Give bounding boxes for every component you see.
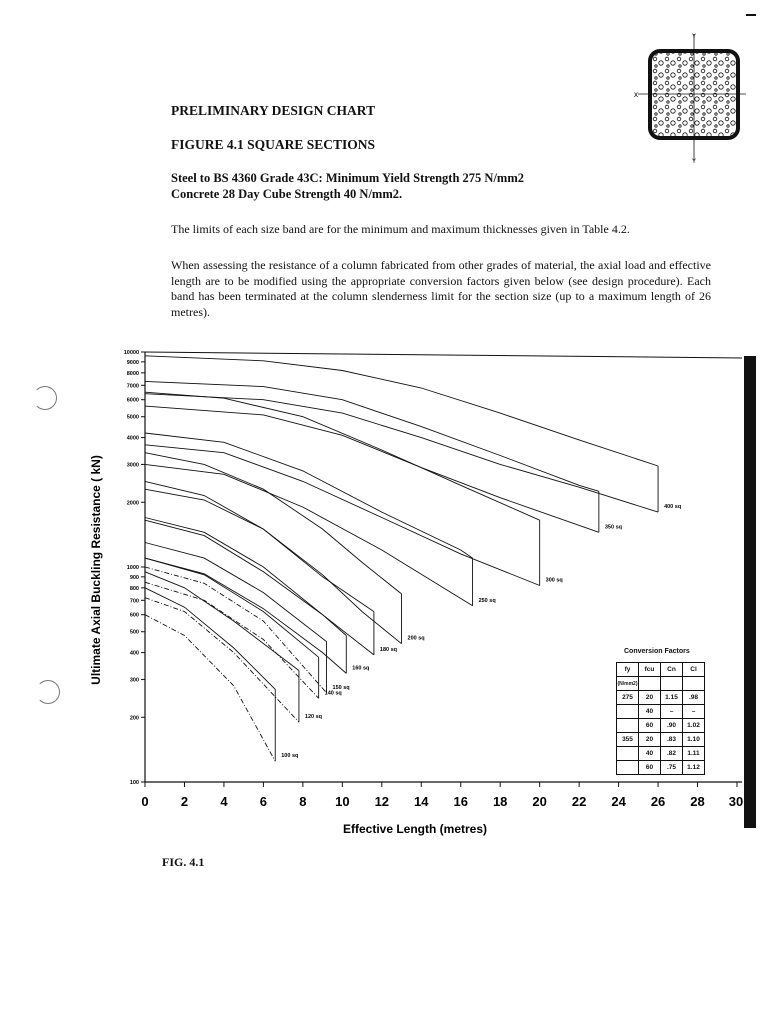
- y-tick-label: 500: [129, 629, 139, 636]
- x-tick-label: 22: [571, 794, 587, 809]
- conversion-row: [617, 691, 705, 705]
- conversion-cell: 40: [639, 747, 661, 761]
- page-title: PRELIMINARY DESIGN CHART: [171, 103, 376, 118]
- x-tick-label: 0: [141, 794, 149, 809]
- band-upper-line: [145, 520, 346, 635]
- y-tick-label: 8000: [126, 370, 139, 377]
- y-tick-label: 6000: [126, 397, 139, 404]
- band-lower-line: [145, 518, 374, 655]
- top-frame-line: [145, 352, 742, 358]
- band-lower-line: [145, 464, 473, 605]
- band-100-sq: [145, 588, 298, 761]
- band-upper-line: [145, 558, 319, 657]
- y-tick-label: 100: [129, 780, 139, 786]
- band-label: 180 sq: [379, 646, 398, 653]
- y-tick-label: 600: [129, 612, 139, 619]
- band-upper-line: [145, 381, 599, 491]
- band-lower-line: [145, 615, 275, 762]
- band-upper-line: [145, 572, 299, 671]
- y-axis-mark-top: Y: [692, 34, 697, 40]
- conversion-cell: 355: [617, 733, 639, 747]
- conversion-cell: 1.12: [683, 761, 705, 775]
- band-lower-line: [145, 598, 299, 722]
- conversion-cell: .83: [661, 733, 683, 747]
- band-label: 400 sq: [664, 504, 682, 511]
- x-axis-mark: x: [634, 90, 638, 99]
- conversion-factors-title: Conversion Factors: [624, 648, 690, 655]
- y-tick-label: 1000: [126, 565, 139, 571]
- band-lower-line: [145, 489, 402, 644]
- band-label: 300 sq: [545, 577, 563, 584]
- x-tick-label: 2: [180, 794, 189, 809]
- conversion-cell: 1.10: [683, 733, 705, 747]
- conversion-cell: .90: [661, 719, 683, 733]
- y-tick-label: 700: [129, 598, 139, 605]
- y-tick-label: 400: [129, 650, 139, 657]
- band-label: 100 sq: [281, 753, 299, 760]
- band-limits-note: The limits of each size band are for the minimum and maximum thicknesses given in Table 4.2.: [171, 222, 630, 236]
- x-tick-label: 30: [728, 794, 744, 809]
- x-tick-label: 16: [453, 794, 468, 809]
- conversion-row: [617, 747, 705, 761]
- y-tick-label: 2000: [126, 500, 139, 507]
- x-tick-label: 14: [414, 794, 429, 809]
- x-tick-label: 10: [335, 794, 350, 809]
- band-120-sq: [145, 572, 322, 722]
- x-tick-label: 24: [611, 794, 626, 809]
- conversion-row: [617, 761, 705, 775]
- conversion-row: [617, 733, 705, 747]
- conversion-cell: –: [661, 705, 683, 719]
- y-tick-label: 900: [129, 574, 139, 581]
- conversion-cell: 40: [639, 705, 661, 719]
- band-upper-line: [145, 356, 658, 466]
- conversion-cell: 20: [639, 733, 661, 747]
- y-tick-label: 4000: [126, 435, 139, 442]
- y-tick-labels: [124, 350, 145, 786]
- x-tick-label: 20: [532, 794, 547, 809]
- band-label: 160 sq: [352, 665, 370, 672]
- x-tick-label: 18: [492, 794, 508, 809]
- band-upper-line: [145, 392, 540, 520]
- conversion-units-cell: (N/mm2): [617, 677, 639, 691]
- y-tick-label: 200: [129, 715, 139, 722]
- y-tick-label: 7000: [126, 383, 139, 390]
- conversion-header-cell: Cl: [683, 663, 705, 677]
- conversion-cell: 275: [617, 691, 639, 705]
- band-300-sq: [145, 392, 563, 585]
- conversion-row: [617, 719, 705, 733]
- band-upper-line: [145, 433, 473, 558]
- conversion-cell: [617, 719, 639, 733]
- conversion-header-cell: fcu: [639, 663, 661, 677]
- conversion-header-cell: Cn: [661, 663, 683, 677]
- conversion-cell: 1.15: [661, 691, 683, 705]
- y-tick-label: 3000: [126, 462, 139, 469]
- x-tick-label: 26: [650, 794, 666, 809]
- x-tick-label: 8: [299, 794, 307, 809]
- band-lower-line: [145, 582, 319, 698]
- spec-line-1: Steel to BS 4360 Grade 43C: Minimum Yield Strength 275 N/mm2: [171, 171, 524, 185]
- conversion-cell: 60: [639, 761, 661, 775]
- x-tick-label: 28: [690, 794, 705, 809]
- conversion-cell: 1.02: [683, 719, 705, 733]
- band-label: 200 sq: [407, 635, 425, 642]
- band-250-sq: [145, 433, 496, 606]
- y-tick-label: 10000: [123, 350, 139, 356]
- band-200-sq: [145, 453, 425, 644]
- band-upper-line: [145, 588, 275, 690]
- conversion-units-row: [617, 677, 705, 691]
- conversion-empty-cell: [683, 677, 705, 691]
- y-axis-label: Ultimate Axial Buckling Resistance ( kN): [89, 455, 103, 685]
- band-label: 250 sq: [478, 597, 496, 604]
- conversion-cell: 60: [639, 719, 661, 733]
- figure-title: FIGURE 4.1 SQUARE SECTIONS: [171, 137, 376, 152]
- band-label: 140 sq: [324, 690, 342, 697]
- x-tick-label: 4: [220, 794, 228, 809]
- y-axis-mark-bottom: Y: [692, 159, 697, 164]
- conversion-row: [617, 705, 705, 719]
- x-tick-labels: [141, 782, 743, 809]
- conversion-cell: [617, 747, 639, 761]
- band-upper-line: [145, 453, 402, 594]
- section-bands: [145, 356, 681, 761]
- conversion-empty-cell: [661, 677, 683, 691]
- conversion-note: When assessing the resistance of a column fabricated from other grades of material, the axial load and effective length are to be modified using the appropriate conversion factors given below (see design procedure). Each band has been terminated at the column slenderness limit for the section size (up to a maximum length of 26 metres).: [171, 258, 711, 319]
- y-tick-label: 9000: [126, 359, 139, 366]
- y-tick-label: 800: [129, 585, 139, 592]
- x-tick-label: 12: [374, 794, 390, 809]
- x-axis-label: Effective Length (metres): [342, 822, 488, 836]
- band-350-sq: [145, 381, 622, 532]
- conversion-header-row: [617, 663, 705, 677]
- conversion-cell: .82: [661, 747, 683, 761]
- conversion-cell: [617, 761, 639, 775]
- band-upper-line: [145, 481, 374, 611]
- conversion-factors-table: [616, 662, 705, 775]
- conversion-cell: –: [683, 705, 705, 719]
- conversion-cell: .75: [661, 761, 683, 775]
- conversion-header-cell: fy: [617, 663, 639, 677]
- spec-line-2: Concrete 28 Day Cube Strength 40 N/mm2.: [171, 187, 403, 201]
- conversion-cell: 1.11: [683, 747, 705, 761]
- band-160-sq: [145, 520, 369, 673]
- y-tick-label: 5000: [126, 414, 139, 421]
- band-lower-line: [145, 445, 540, 586]
- band-label: 350 sq: [604, 524, 622, 531]
- band-label: 120 sq: [304, 714, 323, 721]
- conversion-cell: 20: [639, 691, 661, 705]
- y-tick-label: 300: [129, 677, 139, 684]
- conversion-empty-cell: [639, 677, 661, 691]
- x-tick-label: 6: [259, 794, 268, 809]
- conversion-cell: .98: [683, 691, 705, 705]
- figure-label: FIG. 4.1: [162, 855, 205, 869]
- band-400-sq: [145, 356, 681, 512]
- band-label: 150 sq: [332, 684, 350, 691]
- conversion-cell: [617, 705, 639, 719]
